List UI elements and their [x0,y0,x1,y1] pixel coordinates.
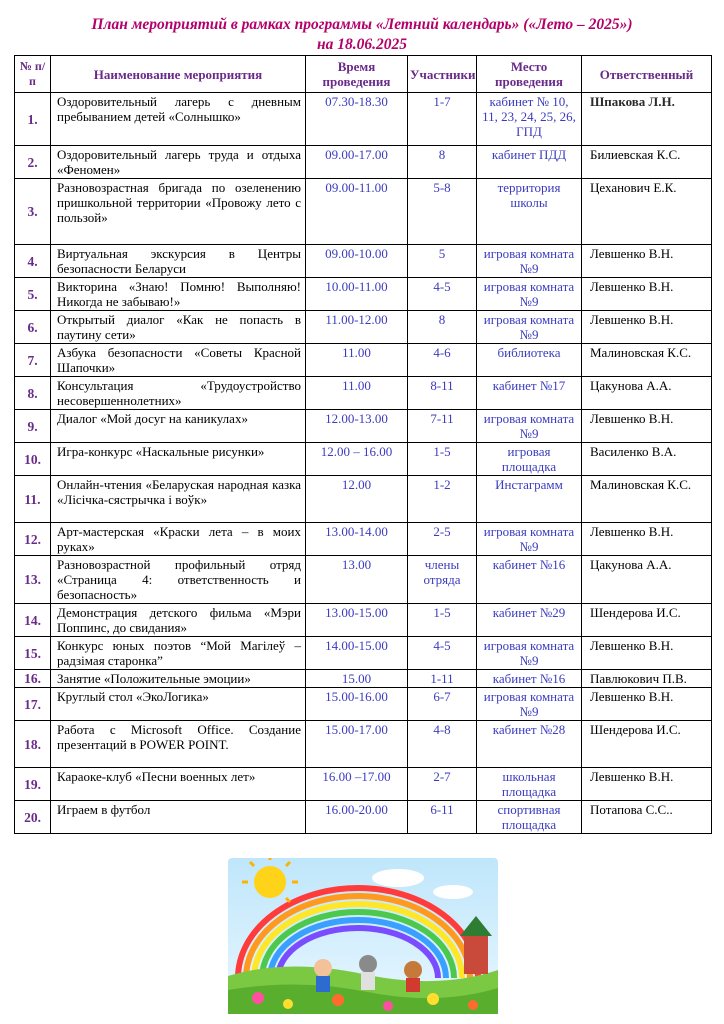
table-row [15,443,712,476]
event-name: Круглый стол «ЭкоЛогика» [51,688,306,721]
row-number: 10. [15,443,51,476]
event-time: 15.00-17.00 [306,721,408,768]
event-name: Онлайн-чтения «Беларуская народная казка «Лісічка-сястрычка і воўк» [51,476,306,523]
col-header-participants: Участники [408,56,477,93]
row-number: 12. [15,523,51,556]
event-participants: 1-5 [408,443,477,476]
event-participants: 4-5 [408,278,477,311]
col-header-responsible: Ответственный [582,56,712,93]
event-place: кабинет №16 [477,556,582,604]
row-number: 20. [15,801,51,834]
row-number: 19. [15,768,51,801]
event-place: кабинет ПДД [477,146,582,179]
event-responsible: Потапова С.С.. [582,801,712,834]
row-number: 15. [15,637,51,670]
event-name: Азбука безопасности «Советы Красной Шапочки» [51,344,306,377]
event-participants: 8 [408,311,477,344]
row-number: 5. [15,278,51,311]
event-name: Конкурс юных поэтов “Мой Магілеў – радзімая старонка” [51,637,306,670]
table-row [15,179,712,245]
event-participants: 5-8 [408,179,477,245]
table-row [15,604,712,637]
event-participants: 4-5 [408,637,477,670]
event-place: кабинет №29 [477,604,582,637]
event-time: 09.00-17.00 [306,146,408,179]
row-number: 3. [15,179,51,245]
row-number: 1. [15,93,51,146]
row-number: 6. [15,311,51,344]
event-responsible: Билиевская К.С. [582,146,712,179]
events-table [14,55,712,834]
event-place: игровая комната №9 [477,688,582,721]
event-name: Викторина «Знаю! Помню! Выполняю! Никогда не забываю!» [51,278,306,311]
event-place: игровая комната №9 [477,311,582,344]
row-number: 4. [15,245,51,278]
table-row [15,721,712,768]
event-responsible: Шпакова Л.Н. [582,93,712,146]
event-time: 16.00 –17.00 [306,768,408,801]
event-name: Игра-конкурс «Наскальные рисунки» [51,443,306,476]
event-name: Играем в футбол [51,801,306,834]
event-name: Оздоровительный лагерь труда и отдыха «Феномен» [51,146,306,179]
event-name: Диалог «Мой досуг на каникулах» [51,410,306,443]
table-row [15,344,712,377]
event-name: Разновозрастной профильный отряд «Страница 4: ответственность и безопасность» [51,556,306,604]
event-time: 12.00 [306,476,408,523]
event-participants: 2-5 [408,523,477,556]
event-time: 10.00-11.00 [306,278,408,311]
event-place: школьная площадка [477,768,582,801]
row-number: 2. [15,146,51,179]
page-title: План мероприятий в рамках программы «Летний календарь» («Лето – 2025») [91,16,633,33]
event-participants: члены отряда [408,556,477,604]
event-time: 16.00-20.00 [306,801,408,834]
event-place: территория школы [477,179,582,245]
event-time: 13.00-15.00 [306,604,408,637]
event-time: 12.00 – 16.00 [306,443,408,476]
event-name: Оздоровительный лагерь с дневным пребыванием детей «Солнышко» [51,93,306,146]
event-name: Работа с Microsoft Office. Создание презентаций в POWER POINT. [51,721,306,768]
event-participants: 1-5 [408,604,477,637]
event-name: Открытый диалог «Как не попасть в паутину сети» [51,311,306,344]
col-header-name: Наименование мероприятия [51,56,306,93]
event-responsible: Левшенко В.Н. [582,410,712,443]
table-row [15,688,712,721]
event-name: Арт-мастерская «Краски лета – в моих руках» [51,523,306,556]
event-responsible: Цеханович Е.К. [582,179,712,245]
event-participants: 2-7 [408,768,477,801]
event-time: 11.00 [306,377,408,410]
event-place: кабинет №17 [477,377,582,410]
event-participants: 6-7 [408,688,477,721]
event-responsible: Левшенко В.Н. [582,245,712,278]
event-time: 09.00-10.00 [306,245,408,278]
event-name: Разновозрастная бригада по озеленению пришкольной территории «Провожу лето с пользой» [51,179,306,245]
event-responsible: Левшенко В.Н. [582,278,712,311]
event-place: кабинет № 10, 11, 23, 24, 25, 26, ГПД [477,93,582,146]
col-header-number: № п/п [15,56,51,93]
event-place: спортивная площадка [477,801,582,834]
event-responsible: Малиновская К.С. [582,344,712,377]
event-time: 07.30-18.30 [306,93,408,146]
table-row [15,523,712,556]
event-place: игровая комната №9 [477,278,582,311]
table-row [15,146,712,179]
col-header-time: Время проведения [306,56,408,93]
event-participants: 8 [408,146,477,179]
event-responsible: Левшенко В.Н. [582,523,712,556]
table-row [15,637,712,670]
row-number: 18. [15,721,51,768]
event-name: Караоке-клуб «Песни военных лет» [51,768,306,801]
event-time: 11.00-12.00 [306,311,408,344]
event-participants: 1-7 [408,93,477,146]
row-number: 7. [15,344,51,377]
row-number: 11. [15,476,51,523]
event-responsible: Цакунова А.А. [582,556,712,604]
summer-illustration [228,858,498,1014]
event-time: 09.00-11.00 [306,179,408,245]
event-place: игровая комната №9 [477,410,582,443]
event-time: 13.00-14.00 [306,523,408,556]
table-row [15,93,712,146]
event-place: игровая площадка [477,443,582,476]
event-responsible: Левшенко В.Н. [582,688,712,721]
table-row [15,801,712,834]
event-name: Занятие «Положительные эмоции» [51,670,306,688]
event-responsible: Левшенко В.Н. [582,637,712,670]
event-participants: 6-11 [408,801,477,834]
event-place: игровая комната №9 [477,637,582,670]
table-row [15,476,712,523]
event-participants: 7-11 [408,410,477,443]
event-responsible: Шендерова И.С. [582,721,712,768]
page-date: на 18.06.2025 [317,36,407,53]
event-responsible: Левшенко В.Н. [582,768,712,801]
table-row [15,278,712,311]
event-place: игровая комната №9 [477,245,582,278]
row-number: 14. [15,604,51,637]
row-number: 16. [15,670,51,688]
row-number: 13. [15,556,51,604]
event-name: Демонстрация детского фильма «Мэри Поппинс, до свидания» [51,604,306,637]
table-row [15,768,712,801]
event-time: 14.00-15.00 [306,637,408,670]
col-header-place: Место проведения [477,56,582,93]
event-place: игровая комната №9 [477,523,582,556]
event-place: кабинет №28 [477,721,582,768]
table-row [15,410,712,443]
event-place: Инстаграмм [477,476,582,523]
table-row [15,245,712,278]
event-time: 13.00 [306,556,408,604]
event-participants: 4-8 [408,721,477,768]
table-row [15,311,712,344]
table-row [15,670,712,688]
event-name: Виртуальная экскурсия в Центры безопасности Беларуси [51,245,306,278]
event-place: библиотека [477,344,582,377]
event-name: Консультация «Трудоустройство несовершеннолетних» [51,377,306,410]
row-number: 9. [15,410,51,443]
event-participants: 1-2 [408,476,477,523]
event-time: 11.00 [306,344,408,377]
event-time: 12.00-13.00 [306,410,408,443]
event-responsible: Малиновская К.С. [582,476,712,523]
table-row [15,377,712,410]
event-responsible: Цакунова А.А. [582,377,712,410]
event-time: 15.00 [306,670,408,688]
event-participants: 8-11 [408,377,477,410]
event-participants: 4-6 [408,344,477,377]
event-time: 15.00-16.00 [306,688,408,721]
row-number: 8. [15,377,51,410]
event-place: кабинет №16 [477,670,582,688]
event-participants: 1-11 [408,670,477,688]
event-participants: 5 [408,245,477,278]
event-responsible: Шендерова И.С. [582,604,712,637]
table-row [15,556,712,604]
event-responsible: Василенко В.А. [582,443,712,476]
row-number: 17. [15,688,51,721]
event-responsible: Левшенко В.Н. [582,311,712,344]
event-responsible: Павлюкович П.В. [582,670,712,688]
